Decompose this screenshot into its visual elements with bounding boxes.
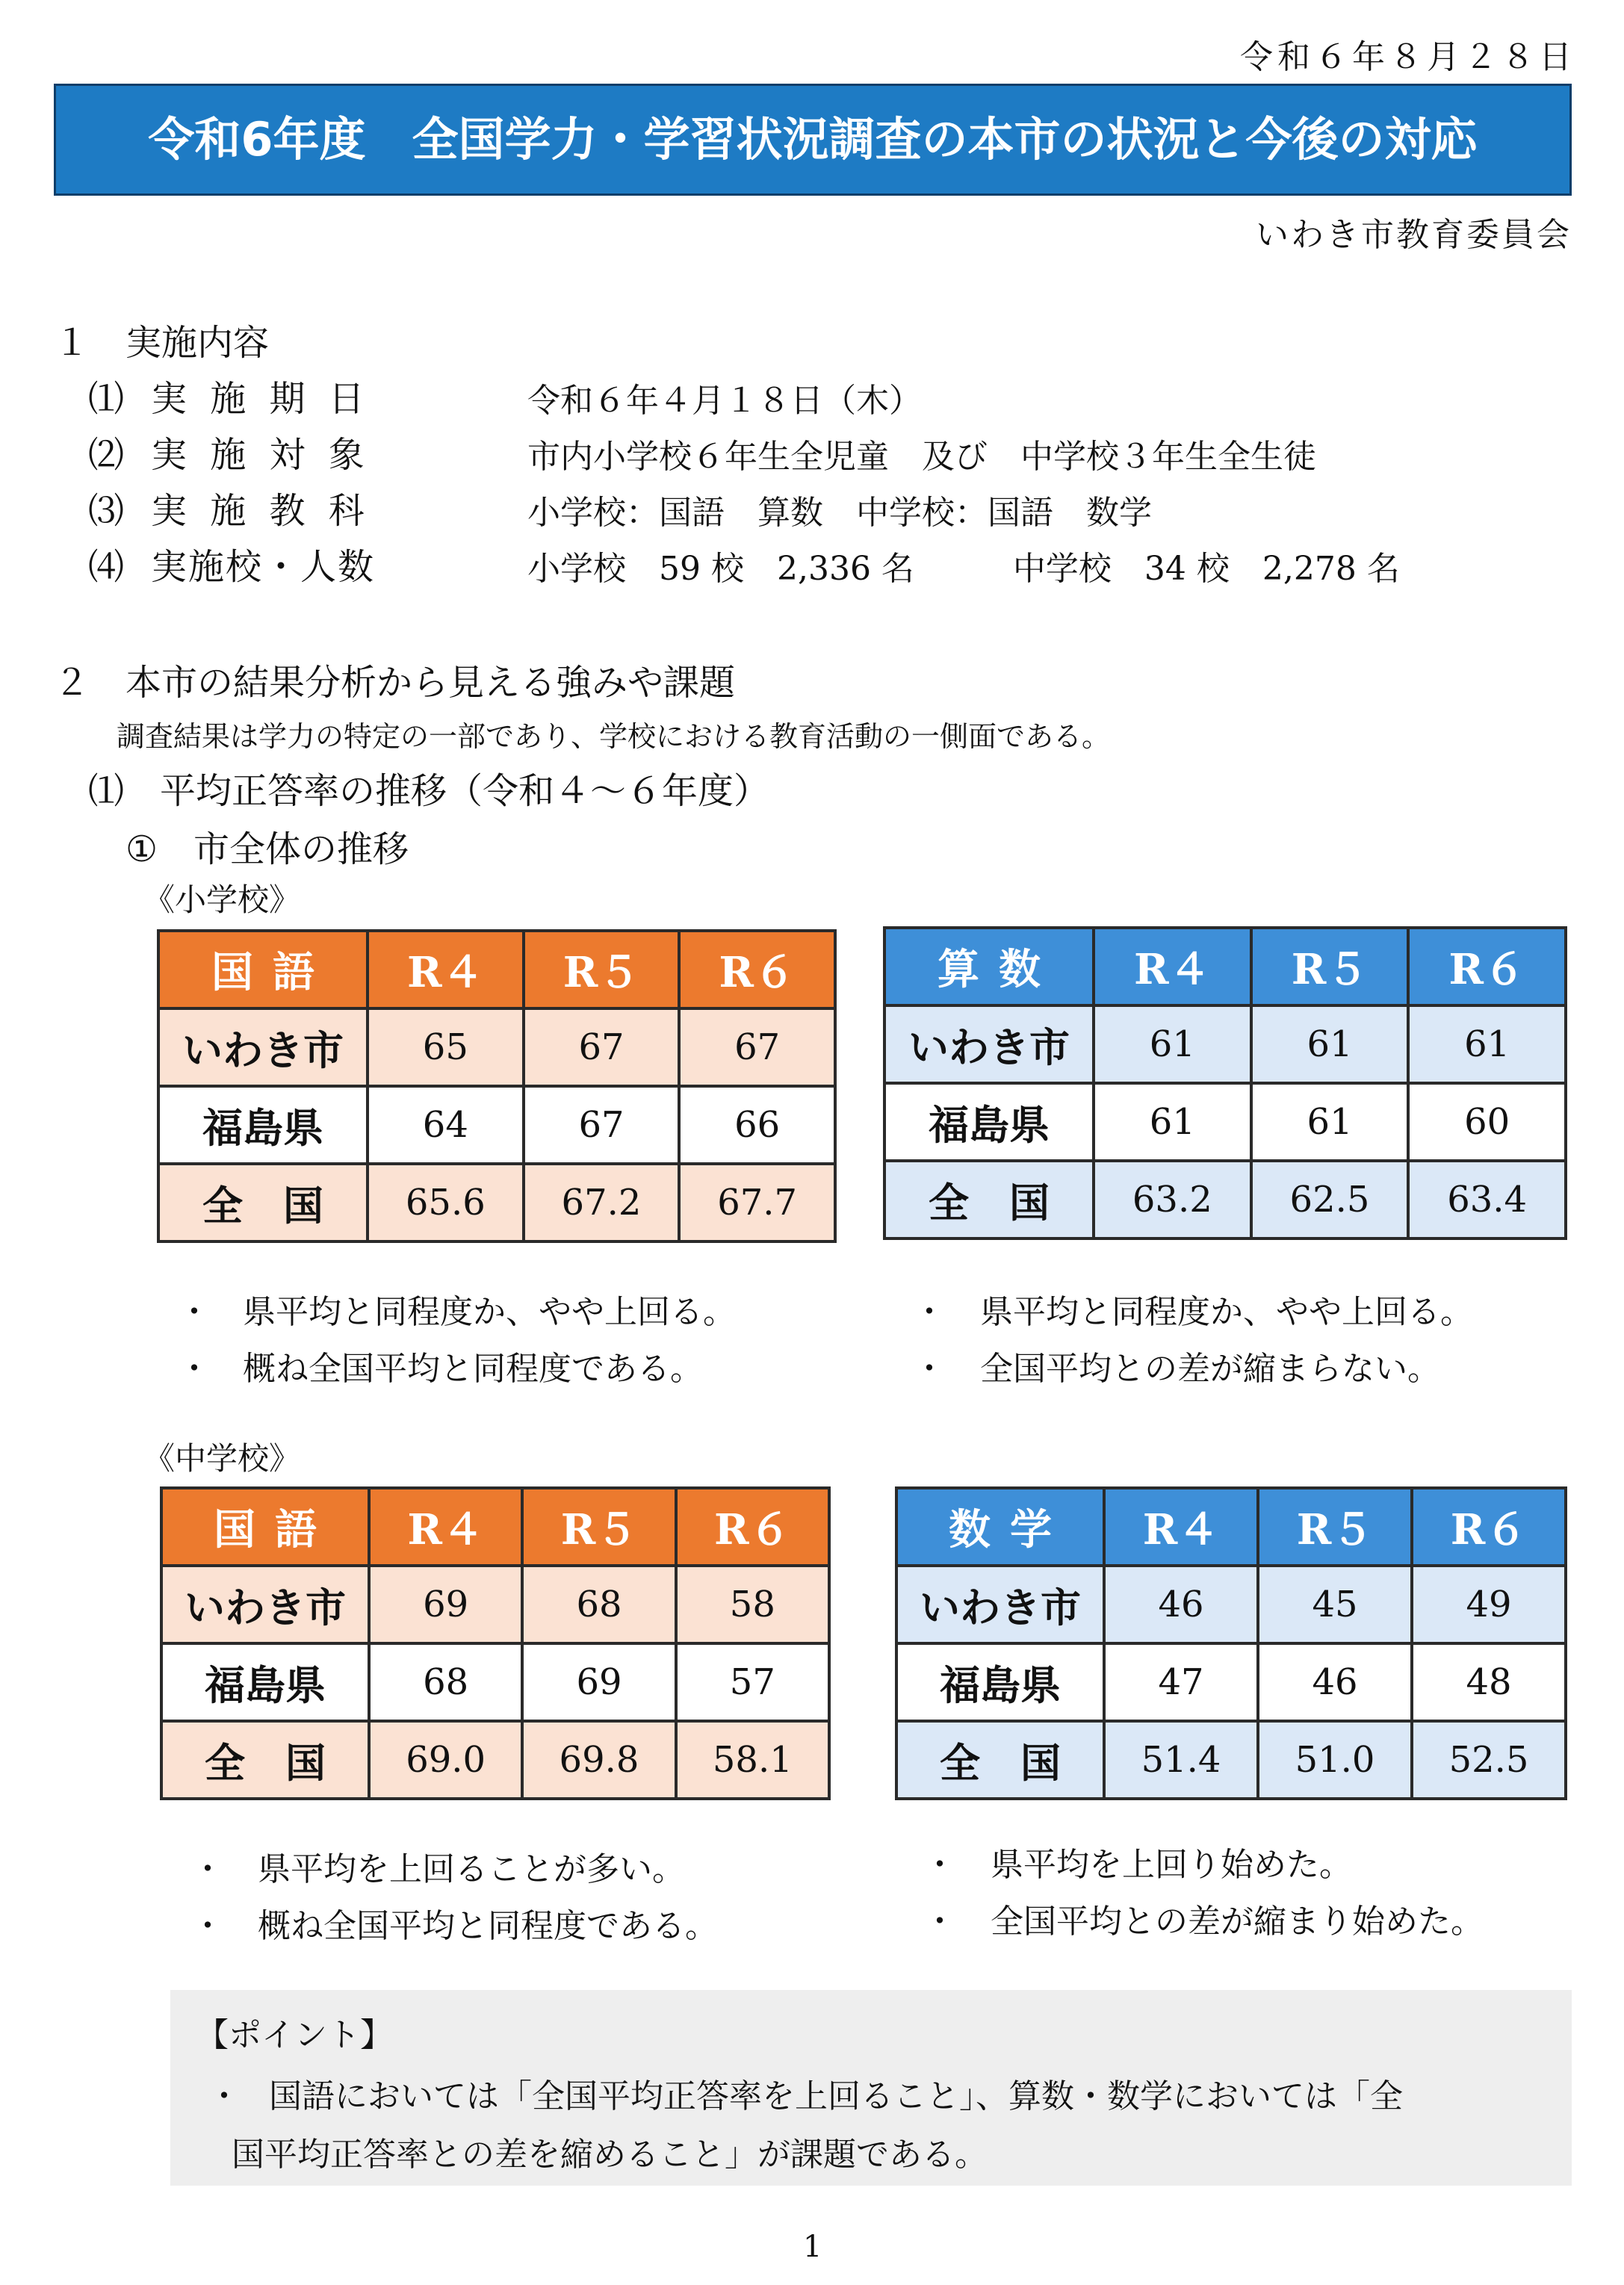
row-label: いわき市 [158,1008,368,1086]
bullet-text: 県平均と同程度か、やや上回る。 [980,1293,1473,1331]
table-cell: 61 [1251,1083,1409,1161]
column-header: R５ [1251,928,1409,1005]
elementary-japanese-table [157,929,837,1243]
row-label: いわき市 [884,1005,1094,1083]
bullet-text: 概ね全国平均と同程度である。 [243,1350,703,1388]
bullet-text: 県平均を上回り始めた。 [991,1846,1352,1884]
table-cell: 64 [368,1086,524,1164]
point-text-line1: 国語においては「全国平均正答率を上回ること」、算数・数学においては「全 [269,2077,1403,2115]
item-number: ⑴ [88,378,125,420]
item-label: 実 施 期 日 [151,378,371,420]
column-header: R５ [522,1488,675,1566]
item-label: 実 施 対 象 [151,434,371,476]
row-label: 全 国 [896,1721,1104,1799]
subject-header: 数学 [896,1488,1104,1566]
table-cell: 63.4 [1408,1161,1566,1238]
table-cell: 57 [676,1643,829,1721]
section2-note: 調査結果は学力の特定の一部であり、学校における教育活動の一側面である。 [117,720,1111,753]
bullet-text: 県平均と同程度か、やや上回る。 [243,1293,736,1331]
bullet-marker: ・ [913,1293,946,1331]
item-label: 実施校・人数 [151,546,376,588]
table-cell: 68 [369,1643,522,1721]
item-value: 小学校 59 校 2,336 名 中学校 34 校 2,278 名 [527,550,1400,588]
table-cell: 61 [1094,1005,1251,1083]
bullet-marker: ・ [923,1903,956,1941]
row-label: 福島県 [884,1083,1094,1161]
row-label: 全 国 [161,1721,369,1799]
item-number: ⑵ [88,434,125,476]
junior-japanese-table [160,1486,831,1800]
table-cell: 67 [524,1008,680,1086]
column-header: R５ [524,931,680,1008]
document-date: 令和６年８月２８日 [1240,38,1576,76]
bullet-text: 全国平均との差が縮まり始めた。 [991,1903,1484,1941]
page-number: 1 [803,2230,822,2264]
table-cell: 62.5 [1251,1161,1409,1238]
table-cell: 65.6 [368,1164,524,1241]
table-cell: 69.0 [369,1721,522,1799]
table-cell: 61 [1094,1083,1251,1161]
table-cell: 61 [1408,1005,1566,1083]
table-cell: 66 [679,1086,835,1164]
page-title: 令和6年度 全国学力・学習状況調査の本市の状況と今後の対応 [148,112,1478,167]
table-cell: 63.2 [1094,1161,1251,1238]
table-cell: 47 [1104,1643,1258,1721]
section2-heading: ２ 本市の結果分析から見える強みや課題 [54,662,736,704]
section1-heading: １ 実施内容 [54,322,270,364]
column-header: R４ [1094,928,1251,1005]
item-label: 実 施 教 科 [151,490,371,532]
column-header: R６ [1408,928,1566,1005]
bullet-text: 概ね全国平均と同程度である。 [258,1907,718,1945]
column-header: R４ [368,931,524,1008]
item-number: ⑷ [88,546,125,588]
table-cell: 67 [524,1086,680,1164]
table-cell: 67.7 [679,1164,835,1241]
elementary-math-table [883,926,1567,1240]
column-header: R４ [369,1488,522,1566]
table-cell: 69 [522,1643,675,1721]
row-label: 全 国 [884,1161,1094,1238]
bullet-text: 全国平均との差が縮まらない。 [980,1350,1440,1388]
table-cell: 68 [522,1566,675,1643]
table-cell: 69 [369,1566,522,1643]
subject-header: 算数 [884,928,1094,1005]
point-text-line2: 国平均正答率との差を縮めること」が課題である。 [232,2136,988,2174]
junior-high-label: 《中学校》 [143,1440,301,1477]
table-cell: 48 [1412,1643,1566,1721]
table-cell: 67.2 [524,1164,680,1241]
item-value: 市内小学校６年生全児童 及び 中学校３年生全生徒 [527,438,1316,476]
elementary-label: 《小学校》 [143,881,301,918]
table-cell: 65 [368,1008,524,1086]
row-label: 福島県 [161,1643,369,1721]
column-header: R５ [1258,1488,1412,1566]
table-cell: 60 [1408,1083,1566,1161]
table-cell: 58.1 [676,1721,829,1799]
column-header: R６ [676,1488,829,1566]
column-header: R４ [1104,1488,1258,1566]
bullet-marker: ・ [208,2077,241,2115]
bullet-marker: ・ [178,1293,211,1331]
table-cell: 51.0 [1258,1721,1412,1799]
junior-math-table [895,1486,1567,1800]
item-value: 令和６年４月１８日（木） [527,382,922,420]
bullet-marker: ・ [191,1907,224,1945]
column-header: R６ [679,931,835,1008]
subject-header: 国語 [158,931,368,1008]
row-label: いわき市 [896,1566,1104,1643]
column-header: R６ [1412,1488,1566,1566]
organization-name: いわき市教育委員会 [1256,216,1572,254]
table-cell: 46 [1104,1566,1258,1643]
subsection-heading: ⑴ 平均正答率の推移（令和４～６年度） [88,770,770,812]
bullet-marker: ・ [923,1846,956,1884]
table-cell: 46 [1258,1643,1412,1721]
table-cell: 61 [1251,1005,1409,1083]
subsection-subheading: ① 市全体の推移 [125,828,409,870]
point-title: 【ポイント】 [196,2016,393,2054]
item-value: 小学校：国語 算数 中学校：国語 数学 [527,494,1152,532]
item-number: ⑶ [88,490,125,532]
bullet-marker: ・ [913,1350,946,1388]
row-label: 福島県 [896,1643,1104,1721]
bullet-marker: ・ [191,1850,224,1888]
table-cell: 49 [1412,1566,1566,1643]
row-label: 全 国 [158,1164,368,1241]
table-cell: 67 [679,1008,835,1086]
row-label: いわき市 [161,1566,369,1643]
bullet-marker: ・ [178,1350,211,1388]
table-cell: 51.4 [1104,1721,1258,1799]
subject-header: 国語 [161,1488,369,1566]
table-cell: 45 [1258,1566,1412,1643]
row-label: 福島県 [158,1086,368,1164]
table-cell: 69.8 [522,1721,675,1799]
table-cell: 52.5 [1412,1721,1566,1799]
table-cell: 58 [676,1566,829,1643]
bullet-text: 県平均を上回ることが多い。 [258,1850,685,1888]
